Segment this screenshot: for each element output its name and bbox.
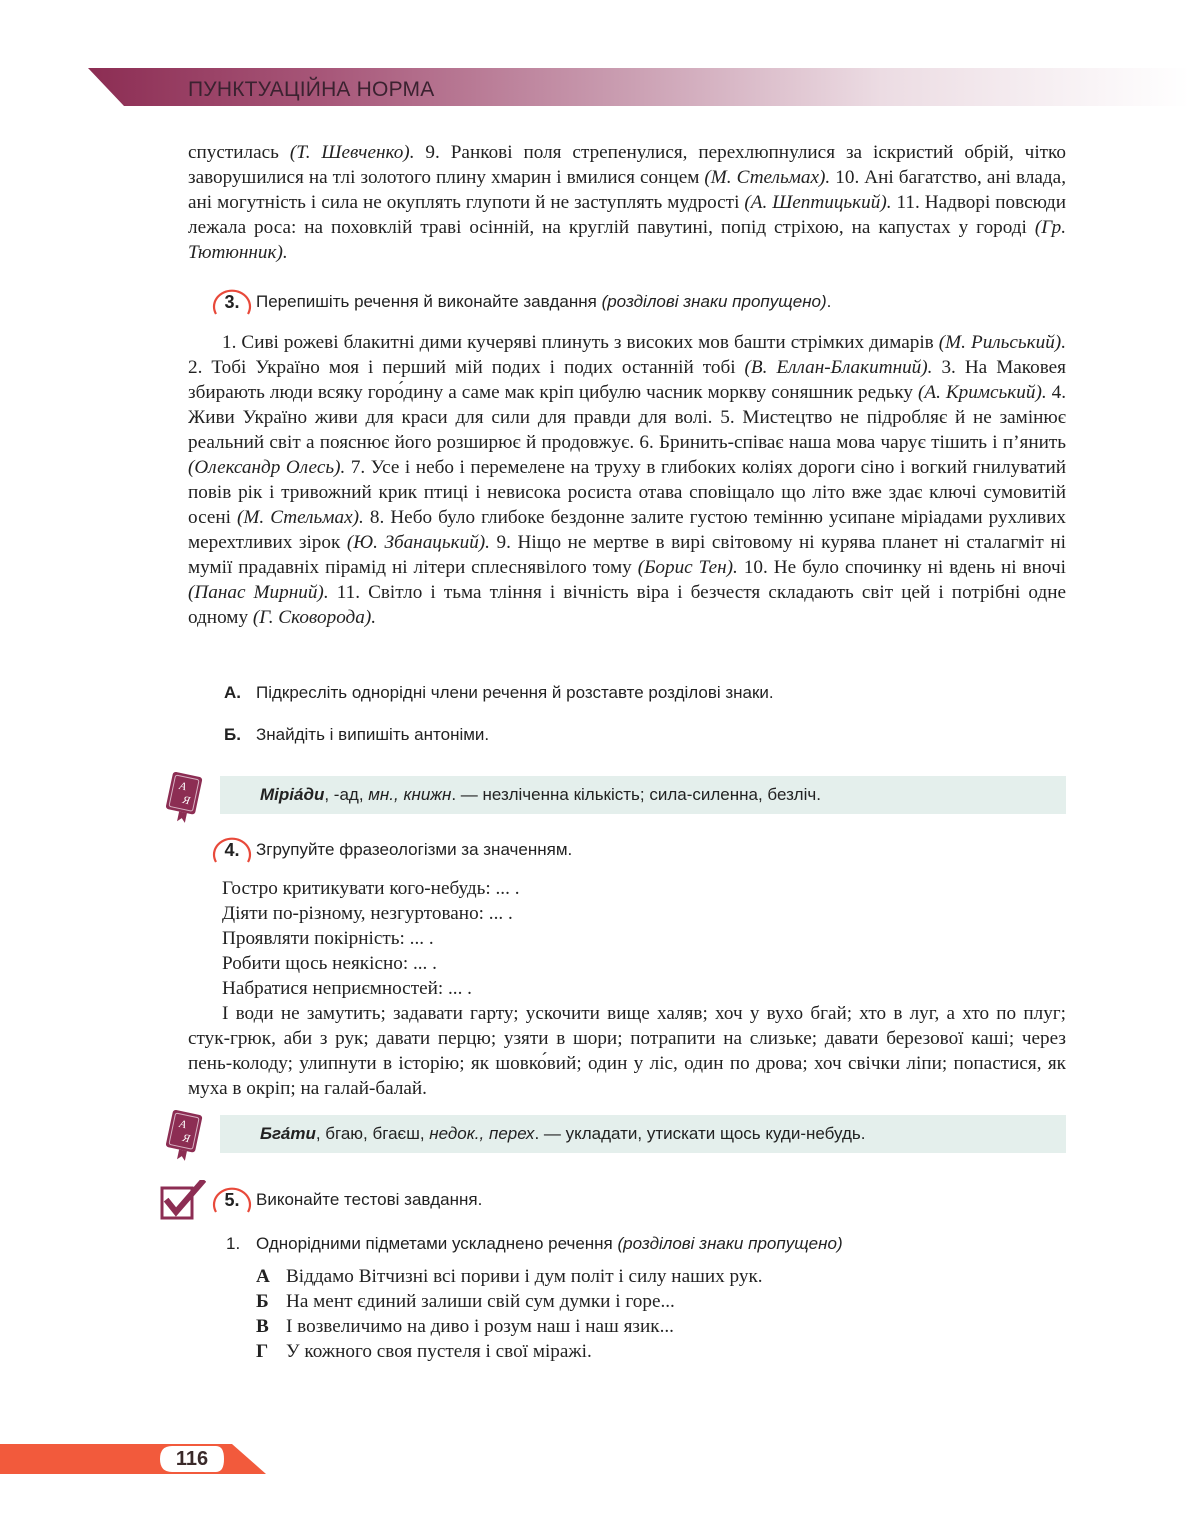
- dictionary-book-icon: [160, 1108, 206, 1169]
- intro-paragraph: спустилась (Т. Шевченко). 9. Ранкові поля стрепенулися, перехлюпнулися за іскристий обрій, чітко заворушилися на тлі золотого плину хмарин і вмилися сонцем (М. Стельмах). 10. Ані багатство, ані влада, ані могутність і сила не окуплять глупоти й не заступлять мудрості (А. Шептицький). 11. Надворі повсюди лежала роса: на поховклій траві осінній, на круглій павутині, попід стріхою, на капустах у городі (Гр. Тютюнник).: [188, 142, 1066, 263]
- task-4-number: 4.: [210, 832, 254, 868]
- list-item: Робити щось неякісно: ... .: [222, 953, 437, 974]
- task-4-header: [210, 832, 572, 868]
- task-3-sub-a: А. Підкресліть однорідні члени речення й розставте розділові знаки.: [224, 683, 774, 702]
- task-3-text: 1. Сиві рожеві блакитні дими кучеряві плинуть з високих мов башти стрімких димарів (М. Рильський). 2. Тобі Україно моя і перший мій подих і подих останній тобі (В. Еллан-Блакитний). 3. На Маковея збирають люди всяку горо́дину а саме мак кріп цибулю часник моркву соняшник редьку (А. Кримський). 4. Живи Україно живи для краси для сили для правди для волі. 5. Мистецтво не підробляє й не замінює реальний світ а пояснює його розширює й продовжує. 6. Бринить-співає наша мова чарує тішить і п’янить (Олександр Олесь). 7. Усе і небо і перемелене на труху в глибоких коліях дороги сіно і вогкий гнилуватий повів рік і тривожний крик птиці і невисока росиста отава сповіщало що літо вже здає ключі сумовитій осені (М. Стельмах). 8. Небо було глибоке бездонне залите густою темінню усипане міріадами рухливих мерехтливих зірок (Ю. Збанацький). 9. Ніщо не мертве в вирі світовому ні курява планет ні сталагміт ні мумії прадавніх пірамід ні літери сплеснявілого тому (Борис Тен). 10. Не було спочинку ні вдень ні вночі (Панас Мирний). 11. Світло і тьма тління і вічність віра і безчестя складають світ цей і потрібні одне одному (Г. Сковорода).: [188, 332, 1066, 628]
- task-3-instruction: Перепишіть речення й виконайте завдання: [256, 292, 597, 311]
- list-item: Гостро критикувати кого-небудь: ... .: [222, 878, 520, 899]
- list-item: Проявляти покірність: ... .: [222, 928, 434, 949]
- task-3-number: 3.: [210, 284, 254, 320]
- page-header-title: ПУНКТУАЦІЙНА НОРМА: [188, 78, 435, 101]
- test-question-1: 1. Однорідними підметами ускладнено речення (розділові знаки пропущено): [226, 1234, 843, 1253]
- footer-bar: [0, 1444, 268, 1474]
- list-item: Діяти по-різному, незгуртовано: ... .: [222, 903, 513, 924]
- page-number: 116: [175, 1447, 209, 1470]
- test-options: [256, 1264, 763, 1364]
- task-3-header: 3. Перепишіть речення й виконайте завдання (розділові знаки пропущено) .: [210, 284, 831, 320]
- answer-option-b[interactable]: Б На мент єдиний залиши свій сум думки і горе...: [256, 1291, 675, 1312]
- task-5-header: [210, 1182, 482, 1218]
- task-4-lines: [222, 876, 520, 1001]
- note-box-miriady: Міріа́ди, -ад, мн., книжн. — незліченна кількість; сила-силенна, безліч.: [220, 776, 1066, 814]
- task-4-phrases: І води не замутить; задавати гарту; ускочити вище халяв; хоч у вухо бгай; хто в луг, а хто по плуг; стук-грюк, аби з рук; давати перцю; узяти в шори; потрапити на слизьке; давати березової каші; через пень-колоду; улипнути в історію; як шовко́вий; один у ліс, один по дрова; хоч свічки ліпи; попастися, як муха в окріп; на галай-балай.: [188, 1003, 1066, 1099]
- list-item: Набратися неприємностей: ... .: [222, 978, 472, 999]
- note-box-bgaty: Бга́ти, бгаю, бгаєш, недок., перех. — укладати, утискати щось куди-небудь.: [220, 1115, 1066, 1153]
- answer-option-h[interactable]: Г У кожного своя пустеля і свої міражі.: [256, 1341, 592, 1362]
- answer-option-v[interactable]: В І возвеличимо на диво і розум наш і наш язик...: [256, 1316, 674, 1337]
- task-3-note: (розділові знаки пропущено): [601, 292, 827, 311]
- answer-option-a[interactable]: А Віддамо Вітчизні всі пориви і дум політ і силу наших рук.: [256, 1266, 763, 1287]
- task-4-instruction: Згрупуйте фразеологізми за значенням.: [256, 840, 573, 859]
- svg-text:Я: Я: [181, 794, 191, 808]
- task-5-number: 5.: [210, 1182, 254, 1218]
- checkmark-icon: [160, 1180, 206, 1227]
- svg-text:Я: Я: [181, 1132, 191, 1146]
- task-3-sub-b: Б. Знайдіть і випишіть антоніми.: [224, 725, 490, 744]
- svg-text:А: А: [178, 1118, 188, 1132]
- dictionary-book-icon: [160, 770, 206, 831]
- svg-text:А: А: [178, 780, 188, 794]
- task-5-instruction: Виконайте тестові завдання.: [256, 1190, 483, 1209]
